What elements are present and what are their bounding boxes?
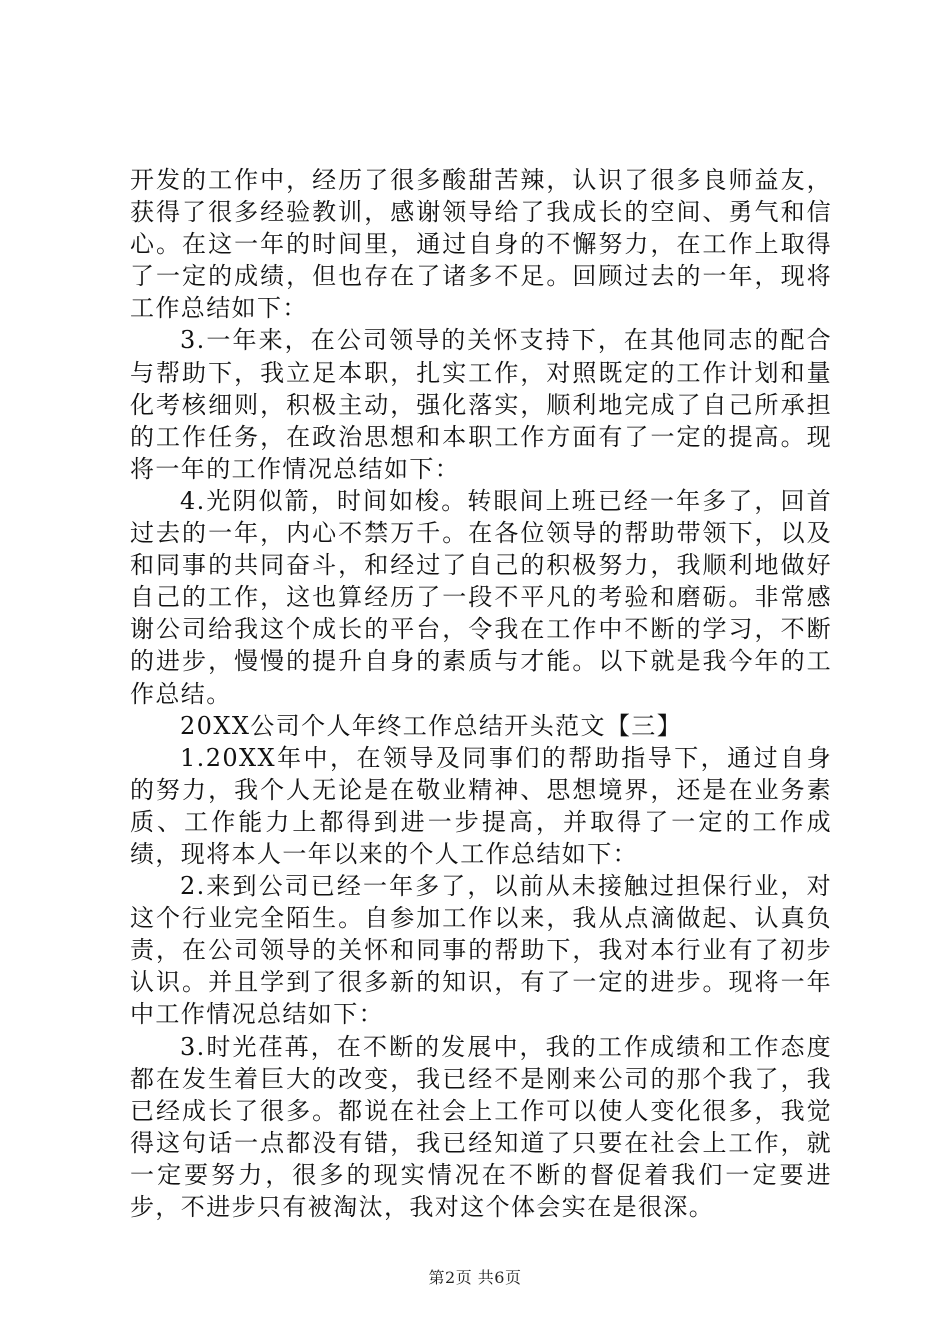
document-body — [130, 164, 832, 1223]
section-heading: 20XX公司个人年终工作总结开头范文【三】 — [180, 711, 683, 740]
paragraph-item-4: 4.光阴似箭，时间如梭。转眼间上班已经一年多了，回首过去的一年，内心不禁万千。在各位领导的帮助带领下，以及和同事的共同奋斗，和经过了自己的积极努力，我顺利地做好自己的工作，这也算经历了一段不平凡的考验和磨砺。非常感谢公司给我这个成长的平台，令我在工作中不断的学习，不断的进步，慢慢的提升自身的素质与才能。以下就是我今年的工作总结。 — [130, 486, 832, 708]
paragraph-item-3b: 3.时光荏苒，在不断的发展中，我的工作成绩和工作态度都在发生着巨大的改变，我已经不是刚来公司的那个我了，我已经成长了很多。都说在社会上工作可以使人变化很多，我觉得这句话一点都没有错，我已经知道了只要在社会上工作，就一定要努力，很多的现实情况在不断的督促着我们一定要进步，不进步只有被淘汰，我对这个体会实在是很深。 — [130, 1032, 832, 1221]
paragraph-item-3: 3.一年来，在公司领导的关怀支持下，在其他同志的配合与帮助下，我立足本职，扎实工作，对照既定的工作计划和量化考核细则，积极主动，强化落实，顺利地完成了自己所承担的工作任务，在政治思想和本职工作方面有了一定的提高。现将一年的工作情况总结如下： — [130, 326, 832, 483]
paragraph-item-2: 2.来到公司已经一年多了，以前从未接触过担保行业，对这个行业完全陌生。自参加工作以来，我从点滴做起、认真负责，在公司领导的关怀和同事的帮助下，我对本行业有了初步认识。并且学到了很多新的知识，有了一定的进步。现将一年中工作情况总结如下： — [130, 872, 832, 1029]
page-number-footer: 第2页 共6页 — [428, 1268, 522, 1287]
paragraph-continuation: 开发的工作中，经历了很多酸甜苦辣，认识了很多良师益友，获得了很多经验教训，感谢领导给了我成长的空间、勇气和信心。在这一年的时间里，通过自身的不懈努力，在工作上取得了一定的成绩，但也存在了诸多不足。回顾过去的一年，现将工作总结如下： — [130, 166, 832, 323]
paragraph-item-1: 1.20XX年中，在领导及同事们的帮助指导下，通过自身的努力，我个人无论是在敬业精神、思想境界，还是在业务素质、工作能力上都得到进一步提高，并取得了一定的工作成绩，现将本人一年以来的个人工作总结如下： — [130, 743, 832, 868]
